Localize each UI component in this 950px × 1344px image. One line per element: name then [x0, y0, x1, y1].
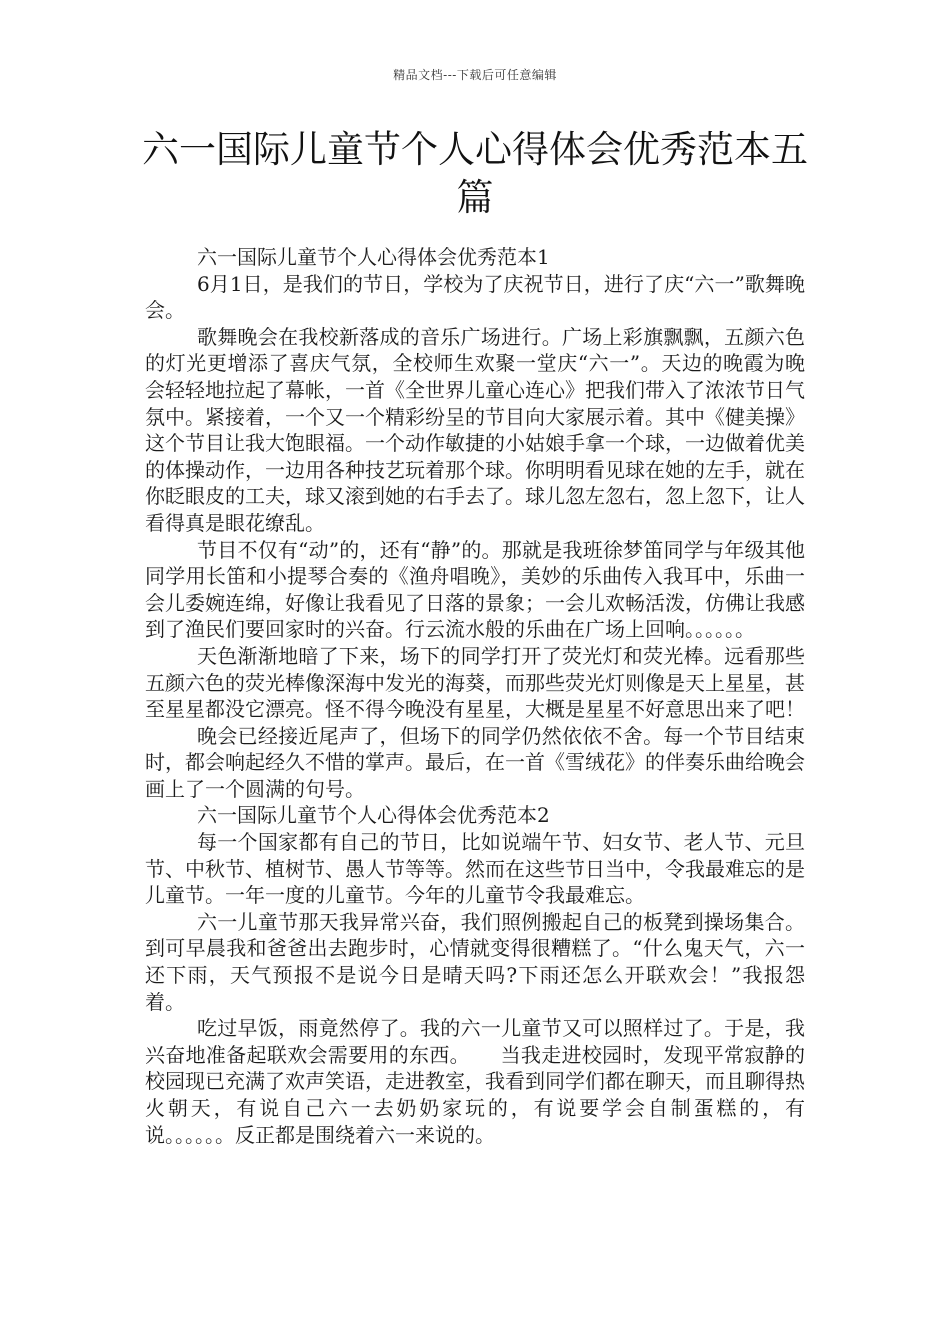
body-paragraph: 天色渐渐地暗了下来，场下的同学打开了荧光灯和荧光棒。远看那些五颜六色的荧光棒像深海中发光的海葵，而那些荧光灯则像是天上星星，甚至星星都没它漂亮。怪不得今晚没有星星，大概是星星不好意思出来了吧！	[145, 643, 805, 722]
body-paragraph: 六一儿童节那天我异常兴奋，我们照例搬起自己的板凳到操场集合。到可早晨我和爸爸出去跑步时，心情就变得很糟糕了。“什么鬼天气，六一还下雨，天气预报不是说今日是晴天吗?下雨还怎么开联欢会！”我报怨着。	[145, 909, 805, 1014]
document-title: 六一国际儿童节个人心得体会优秀范本五篇	[142, 128, 808, 219]
section-heading: 六一国际儿童节个人心得体会优秀范本1	[197, 245, 550, 269]
body-paragraph: 歌舞晚会在我校新落成的音乐广场进行。广场上彩旗飘飘，五颜六色的灯光更增添了喜庆气氛，全校师生欢聚一堂庆“六一”。天边的晚霞为晚会轻轻地拉起了幕帐，一首《全世界儿童心连心》把我们带入了浓浓节日气氛中。紧接着，一个又一个精彩纷呈的节目向大家展示着。其中《健美操》这个节目让我大饱眼福。一个动作敏捷的小姑娘手拿一个球，一边做着优美的体操动作，一边用各种技艺玩着那个球。你明明看见球在她的左手，就在你眨眼皮的工夫，球又滚到她的右手去了。球儿忽左忽右，忽上忽下，让人看得真是眼花缭乱。	[145, 324, 805, 535]
body-paragraph: 晚会已经接近尾声了，但场下的同学仍然依依不舍。每一个节目结束时，都会响起经久不惜的掌声。最后，在一首《雪绒花》的伴奏乐曲给晚会画上了一个圆满的句号。	[145, 723, 805, 801]
section-heading: 六一国际儿童节个人心得体会优秀范本2	[197, 803, 550, 828]
header-note: 精品文档---下载后可任意编辑	[393, 68, 557, 82]
body-paragraph: 每一个国家都有自己的节日，比如说端午节、妇女节、老人节、元旦节、中秋节、植树节、愚人节等等。然而在这些节日当中，令我最难忘的是儿童节。一年一度的儿童节。今年的儿童节令我最难忘。	[145, 830, 805, 908]
body-paragraph: 节目不仅有“动”的，还有“静”的。那就是我班徐梦笛同学与年级其他同学用长笛和小提琴合奏的《渔舟唱晚》，美妙的乐曲传入我耳中，乐曲一会儿委婉连绵，好像让我看见了日落的景象；一会儿欢畅活泼，仿佛让我感到了渔民们要回家时的兴奋。行云流水般的乐曲在广场上回响。。。。。。	[145, 537, 805, 642]
body-paragraph: 6月1日，是我们的节日，学校为了庆祝节日，进行了庆“六一”歌舞晚会。	[145, 271, 805, 323]
document-body	[145, 244, 805, 1148]
body-paragraph: 吃过早饭，雨竟然停了。我的六一儿童节又可以照样过了。于是，我兴奋地准备起联欢会需要用的东西。 当我走进校园时，发现平常寂静的校园现已充满了欢声笑语，走进教室，我看到同学们都在聊天，而且聊得热火朝天，有说自己六一去奶奶家玩的，有说要学会自制蛋糕的，有说。。。。。。反正都是围绕着六一来说的。	[145, 1016, 805, 1147]
